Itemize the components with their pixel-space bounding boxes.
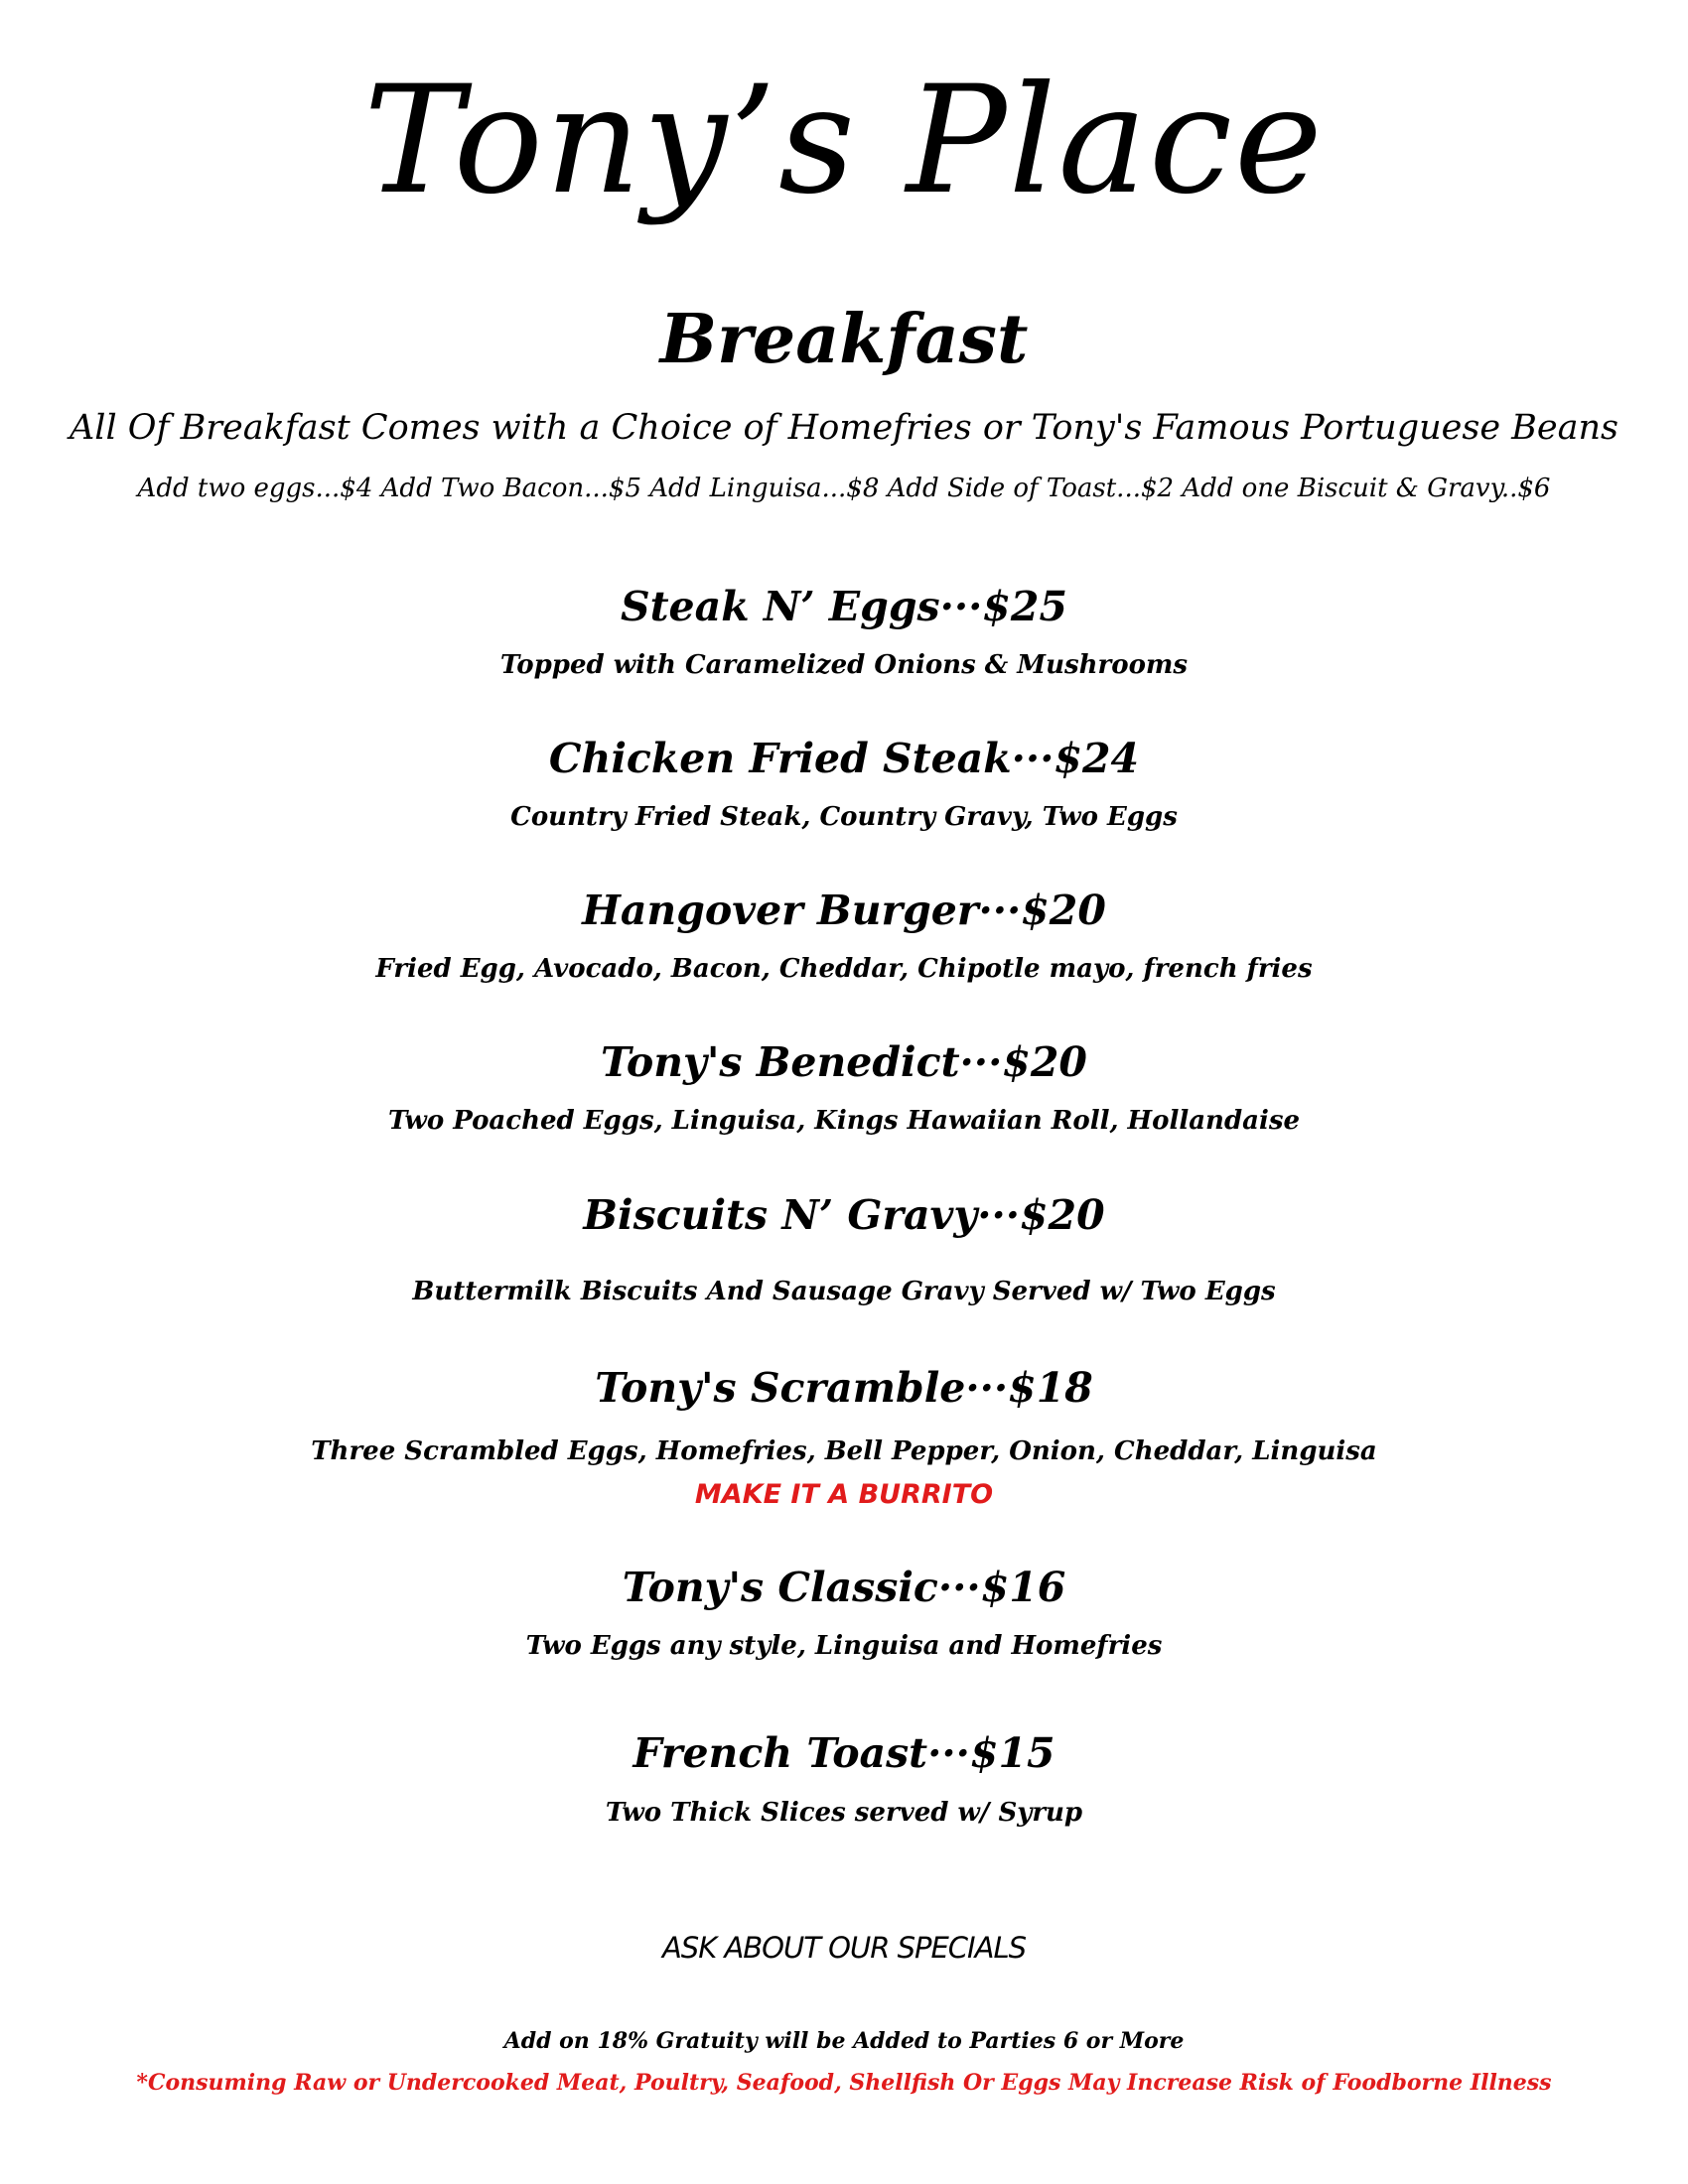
menu-item-description: Three Scrambled Eggs, Homefries, Bell Pepper, Onion, Cheddar, Linguisa <box>311 1436 1377 1466</box>
menu-item-title: Biscuits N’ Gravy···$20 <box>583 1191 1105 1239</box>
menu-item-description: Two Poached Eggs, Linguisa, Kings Hawaiian Roll, Hollandaise <box>387 1106 1301 1136</box>
restaurant-name: Tony’s Place <box>363 55 1325 227</box>
menu-item-description: Buttermilk Biscuits And Sausage Gravy Served w/ Two Eggs <box>412 1277 1276 1306</box>
addons-text: Add two eggs...$4 Add Two Bacon...$5 Add Linguisa...$8 Add Side of Toast...$2 Add one Biscuit & Gravy..$6 <box>137 474 1551 503</box>
menu-item-title: Chicken Fried Steak···$24 <box>548 735 1140 782</box>
gratuity-note: Add on 18% Gratuity will be Added to Parties 6 or More <box>503 2028 1185 2054</box>
menu-item-title: Tony's Scramble···$18 <box>595 1364 1093 1412</box>
specials-note: ASK ABOUT OUR SPECIALS <box>661 1931 1027 1965</box>
health-warning: *Consuming Raw or Undercooked Meat, Poultry, Seafood, Shellfish Or Eggs May Increase Risk of Foodborne Illness <box>136 2070 1552 2096</box>
menu-item-title: Tony's Benedict···$20 <box>601 1038 1087 1086</box>
menu-item-description: Fried Egg, Avocado, Bacon, Cheddar, Chipotle mayo, french fries <box>375 954 1313 984</box>
menu-item-title: Hangover Burger···$20 <box>582 887 1106 934</box>
menu-item-title: Steak N’ Eggs···$25 <box>621 583 1067 630</box>
burrito-option-note: MAKE IT A BURRITO <box>694 1479 994 1510</box>
menu-item-title: Tony's Classic···$16 <box>622 1564 1066 1611</box>
menu-item-description: Two Thick Slices served w/ Syrup <box>605 1798 1083 1828</box>
menu-item-description: Topped with Caramelized Onions & Mushrooms <box>499 650 1189 680</box>
section-title: Breakfast <box>659 300 1029 379</box>
menu-item-title: French Toast···$15 <box>633 1729 1055 1777</box>
menu-item-description: Country Fried Steak, Country Gravy, Two Eggs <box>510 802 1178 832</box>
intro-text: All Of Breakfast Comes with a Choice of Homefries or Tony's Famous Portuguese Beans <box>70 408 1618 448</box>
menu-item-description: Two Eggs any style, Linguisa and Homefries <box>525 1631 1163 1661</box>
